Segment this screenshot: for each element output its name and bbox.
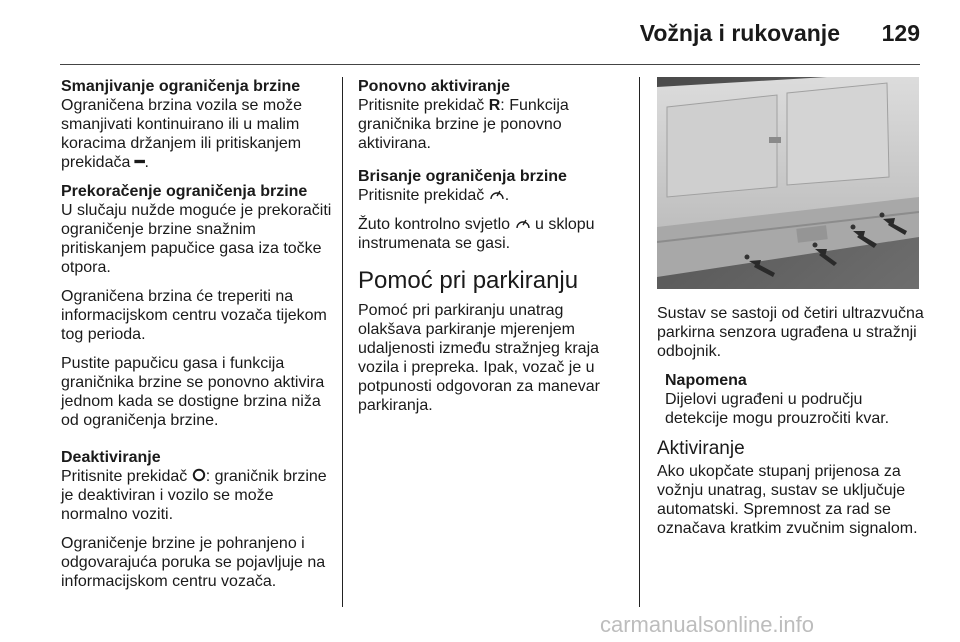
- column-divider-1: [342, 77, 343, 607]
- watermark: carmanualsonline.info: [600, 612, 815, 637]
- heading-reactivate: Ponovno aktiviranje: [358, 78, 511, 95]
- text-sensor-system: Sustav se sastoji od četiri ultrazvučna parkirna senzora ugrađena u stražnji odbojnik.: [657, 305, 924, 360]
- heading-delete-limit: Brisanje ograničenja brzine: [358, 168, 567, 185]
- text-light-a: Žuto kontrolno svjetlo: [358, 216, 511, 233]
- r-switch-label: R: [488, 97, 501, 114]
- speed-limiter-indicator-icon: [515, 216, 531, 230]
- text-reactivate-a: Pritisnite prekidač: [358, 97, 485, 114]
- text-delete-a: Pritisnite prekidač: [358, 187, 485, 204]
- note-text: Dijelovi ugrađeni u području detekcije mogu prouzročiti kvar.: [665, 391, 890, 427]
- text-exceed-limit-3: Pustite papučicu gasa i funkcija graničnika brzine se ponovno aktivira jednom kada se dostigne brzina niža od ograničenja brzine.: [61, 355, 325, 429]
- text-deactivate-b: : graničnik brzine je deaktiviran i vozilo se može normalno voziti.: [61, 468, 327, 523]
- page-header: [60, 0, 920, 65]
- column-2: Ponovno aktiviranje Pritisnite prekidač R: Funkcija graničnika brzine je ponovno aktivirana. Brisanje ograničenja brzine Pritisnite prekidač . Žuto kontrolno svjetlo u sklopu instrumenata se gasi. Pomoć pri parkiranju Pomoć pri parkiranju unatrag olakšava parkiranje mjerenjem udaljenosti između stražnjeg kraja vozila i prepreka. Ipak, vozač je u potpunosti odgovoran za manevar parkiranja.: [358, 77, 620, 425]
- text-deactivate-a: Pritisnite prekidač: [61, 468, 188, 485]
- text-exceed-limit-1: U slučaju nužde moguće je prekoračiti ograničenje brzine snažnim pritiskanjem papučice gasa iza točke otpora.: [61, 202, 332, 276]
- column-3: [657, 304, 925, 548]
- van-rear-illustration: [657, 77, 919, 289]
- text-reactivate-b: : Funkcija graničnika brzine je ponovno aktivirana.: [358, 97, 569, 152]
- note-title: Napomena: [665, 372, 747, 389]
- note-box: [665, 371, 925, 428]
- minus-switch-icon: ━: [134, 154, 145, 171]
- text-parking-assist: Pomoć pri parkiranju unatrag olakšava parkiranje mjerenjem udaljenosti između stražnjeg kraja vozila i prepreka. Ipak, vozač je u potpunosti odgovoran za manevar parkiranja.: [358, 302, 600, 414]
- heading-reduce-limit: Smanjivanje ograničenja brzine: [61, 78, 301, 95]
- text-deactivate-2: Ograničenje brzine je pohranjeno i odgovarajuća poruka se pojavljuje na informacijskom centru vozača.: [61, 535, 326, 590]
- page-number: 129: [881, 20, 920, 46]
- heading-activation: Aktiviranje: [657, 438, 745, 459]
- text-light-b: u sklopu instrumenata se gasi.: [358, 216, 595, 252]
- rear-bumper-sensors-image: [657, 77, 919, 289]
- column-1: Smanjivanje ograničenja brzine Ograničena brzina vozila se može smanjivati kontinuirano ili u malim koracima držanjem ili pritiskanjem prekidača ━. Prekoračenje ograničenja brzine U slučaju nužde moguće je prekoračiti ograničenje brzine snažnim pritiskanjem papučice gasa iza točke otpora. Ograničena brzina će treperiti na informacijskom centru vozača tijekom tog perioda. Pustite papučicu gasa i funkcija graničnika brzine se ponovno aktivira jednom kada se dostigne brzina niža od ograničenja brzine. Deaktiviranje Pritisnite prekidač : graničnik brzine je deaktiviran i vozilo se može normalno voziti. Ograničenje brzine je pohranjeno i odgovarajuća poruka se pojavljuje na informacijskom centru vozača.: [61, 78, 332, 590]
- circle-switch-icon: [192, 468, 206, 482]
- column-divider-2: [639, 77, 640, 607]
- text-exceed-limit-2: Ograničena brzina će treperiti na informacijskom centru vozača tijekom tog perioda.: [61, 288, 327, 343]
- text-activation: Ako ukopčate stupanj prijenosa za vožnju unatrag, sustav se uključuje automatski. Spremnost za rad se označava kratkim zvučnim signalom.: [657, 463, 918, 537]
- heading-exceed-limit: Prekoračenje ograničenja brzine: [61, 183, 308, 200]
- heading-parking-assist: Pomoć pri parkiranju: [358, 267, 579, 294]
- chapter-title: Vožnja i rukovanje: [639, 20, 840, 46]
- heading-deactivate: Deaktiviranje: [61, 449, 161, 466]
- speed-limiter-icon: [489, 187, 505, 201]
- text-reduce-limit: Ograničena brzina vozila se može smanjivati kontinuirano ili u malim koracima držanjem ili pritiskanjem prekidača: [61, 97, 303, 171]
